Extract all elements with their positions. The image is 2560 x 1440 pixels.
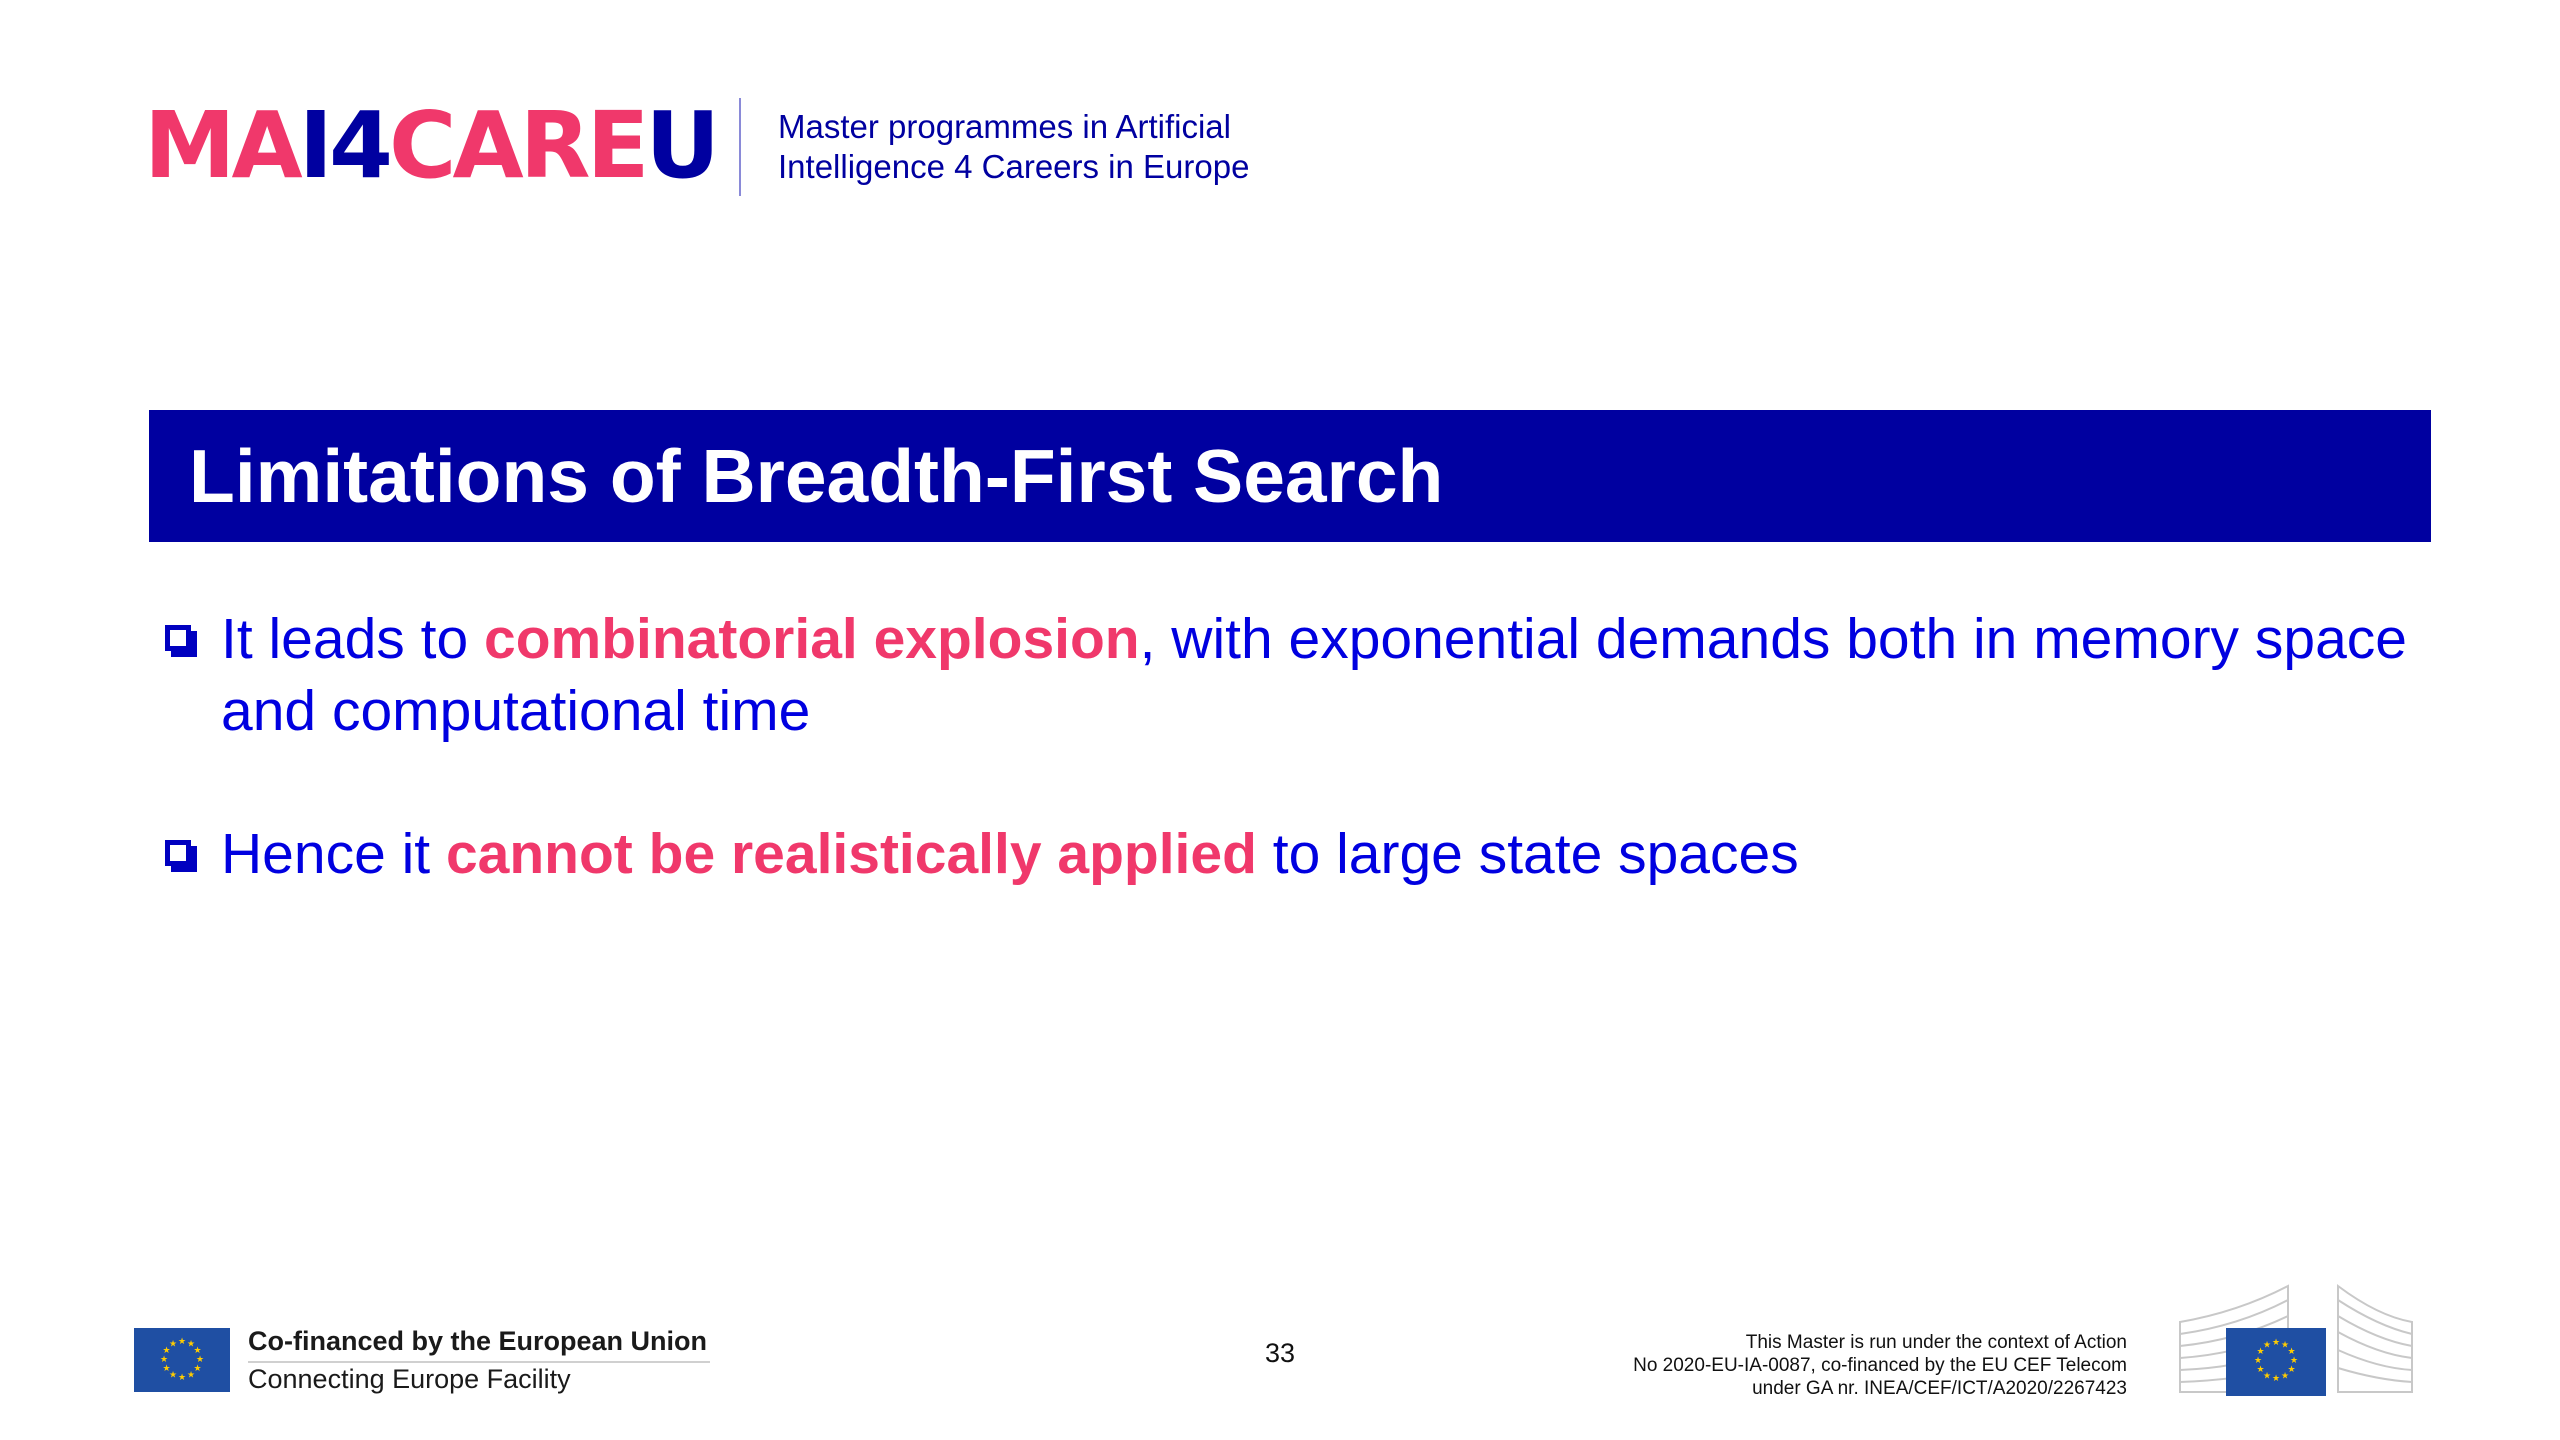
cofinanced-divider (248, 1361, 710, 1363)
svg-text:★: ★ (195, 1355, 205, 1365)
logo-part-2: I4 (298, 92, 390, 199)
eu-flag-icon (134, 1328, 230, 1392)
svg-text:★: ★ (168, 1370, 178, 1381)
svg-text:★: ★ (2256, 1347, 2265, 1357)
svg-text:★: ★ (2256, 1365, 2265, 1375)
slide-title: Limitations of Breadth-First Search (189, 434, 1444, 518)
svg-text:★: ★ (2287, 1347, 2296, 1357)
bullet-1-highlight: combinatorial explosion (484, 607, 1140, 671)
svg-text:★: ★ (186, 1339, 196, 1350)
bullet-text-1 (160, 603, 2420, 747)
bullet-text-2 (160, 818, 2420, 890)
checkbox-bullet-icon (165, 840, 191, 866)
cofinanced-text (248, 1322, 707, 1398)
logo-part-1: MA (144, 92, 299, 199)
svg-text:★: ★ (162, 1364, 171, 1374)
legal-notice (1633, 1331, 2127, 1400)
bullet-2-before: Hence it (221, 822, 446, 886)
svg-text:★: ★ (162, 1346, 171, 1356)
legal-line-3: under GA nr. INEA/CEF/ICT/A2020/2267423 (1752, 1378, 2127, 1399)
svg-text:★: ★ (2289, 1356, 2299, 1366)
svg-text:★: ★ (2262, 1340, 2272, 1351)
bullet-item-2 (160, 818, 2420, 890)
legal-line-1: This Master is run under the context of Action (1745, 1332, 2127, 1353)
header-divider (739, 98, 741, 196)
tagline-line-1: Master programmes in Artificial (778, 108, 1231, 145)
svg-text:★: ★ (2271, 1338, 2281, 1348)
logo-part-4: U (645, 92, 717, 199)
svg-text:★: ★ (2262, 1371, 2272, 1382)
slide-title-bar (149, 410, 2431, 542)
european-commission-logo-icon (2178, 1282, 2414, 1400)
svg-text:★: ★ (193, 1346, 202, 1356)
cofinanced-line: Co-financed by the European Union (248, 1326, 708, 1356)
svg-text:★: ★ (159, 1355, 169, 1365)
svg-text:★: ★ (186, 1370, 196, 1381)
svg-text:★: ★ (2280, 1340, 2290, 1351)
legal-line-2: No 2020-EU-IA-0087, co-financed by the EU CEF Telecom (1633, 1355, 2127, 1376)
svg-text:★: ★ (2271, 1374, 2281, 1384)
facility-line: Connecting Europe Facility (248, 1364, 571, 1394)
bullet-1-after: , with exponential demands both in memory space and computational time (221, 607, 2407, 743)
svg-text:★: ★ (2253, 1356, 2263, 1366)
tagline-line-2: Intelligence 4 Careers in Europe (778, 148, 1250, 185)
bullet-1-before: It leads to (221, 607, 484, 671)
checkbox-bullet-icon (165, 625, 191, 651)
mai4careu-logo (144, 86, 716, 206)
svg-text:★: ★ (193, 1364, 202, 1374)
svg-text:★: ★ (177, 1373, 187, 1383)
bullet-2-highlight: cannot be realistically applied (445, 822, 1257, 886)
svg-text:★: ★ (168, 1339, 178, 1350)
bullet-2-after: to large state spaces (1256, 822, 1799, 886)
header-tagline (778, 107, 1249, 187)
svg-text:★: ★ (2280, 1371, 2290, 1382)
bullet-item-1 (160, 603, 2420, 747)
svg-text:★: ★ (2287, 1365, 2296, 1375)
page-number: 33 (1264, 1338, 1296, 1368)
svg-text:★: ★ (177, 1337, 187, 1347)
logo-part-3: CARE (389, 92, 646, 199)
